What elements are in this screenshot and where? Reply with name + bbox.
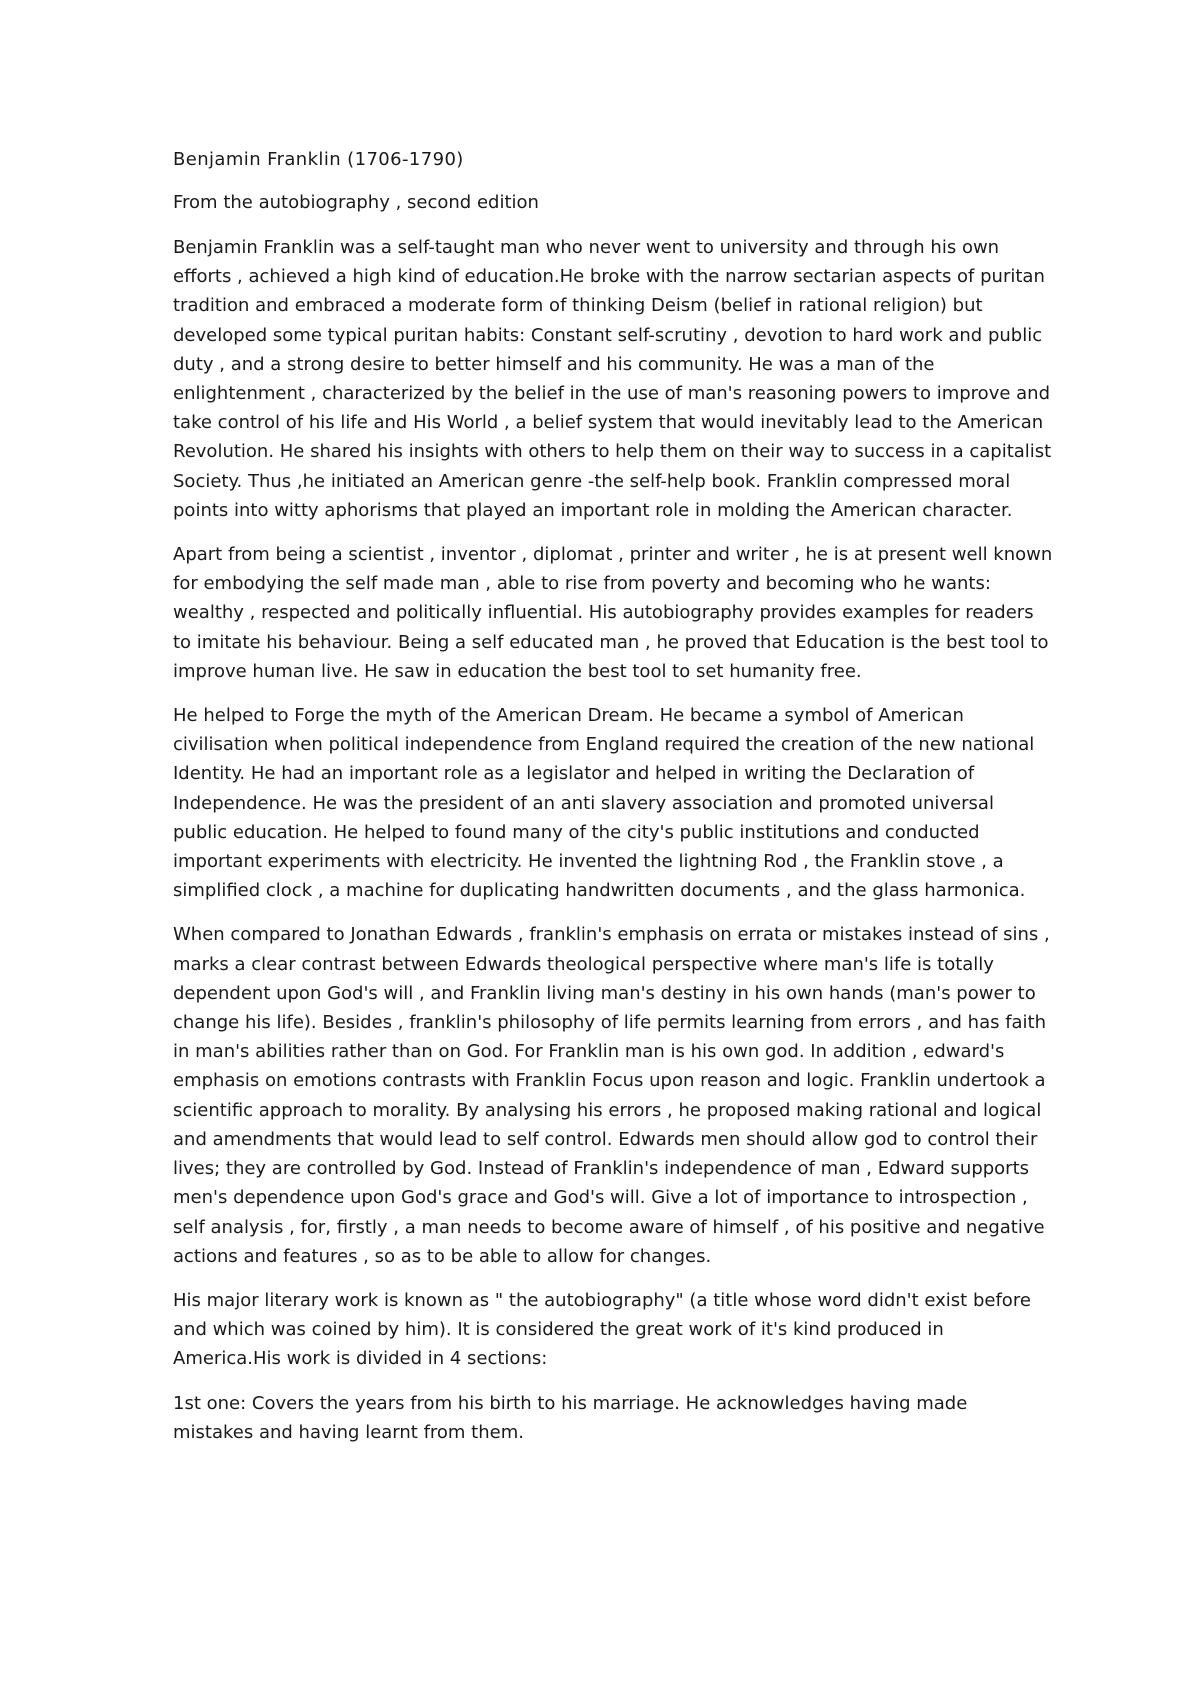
paragraph-intro: Benjamin Franklin was a self-taught man who never went to university and through his own efforts , achieved a high kind of education.He broke with the narrow sectarian aspects of puritan tradition and embraced a moderate form of thinking Deism (belief in rational religion) but developed some typical puritan habits: Constant self-scrutiny , devotion to hard work and public duty , and a strong desire to better himself and his community. He was a man of the enlightenment , characterized by the belief in the use of man's reasoning powers to improve and take control of his life and His World , a belief system that would inevitably lead to the American Revolution. He shared his insights with others to help them on their way to success in a capitalist Society. Thus ,he initiated an American genre -the self-help book. Franklin compressed moral points into witty aphorisms that played an important role in molding the American character.: [173, 237, 1052, 521]
paragraph-edwards-comparison: When compared to Jonathan Edwards , franklin's emphasis on errata or mistakes instead of sins , marks a clear contrast between Edwards theological perspective where man's life is totally dependent upon God's will , and Franklin living man's destiny in his own hands (man's power to change his life). Besides , franklin's philosophy of life permits learning from errors , and has faith in man's abilities rather than on God. For Franklin man is his own god. In addition , edward's emphasis on emotions contrasts with Franklin Focus upon reason and logic. Franklin undertook a scientific approach to morality. By analysing his errors , he proposed making rational and logical and amendments that would lead to self control. Edwards men should allow god to control their lives; they are controlled by God. Instead of Franklin's independence of man , Edward supports men's dependence upon God's grace and God's will. Give a lot of importance to introspection , self analysis , for, firstly , a man needs to become aware of himself , of his positive and negative actions and features , so as to be able to allow for changes.: [173, 924, 1050, 1267]
paragraph-autobiography: His major literary work is known as " the autobiography" (a title whose word didn't exist before and which was coined by him). It is considered the great work of it's kind produced in America.His work is divided in 4 sections:: [173, 1289, 1031, 1370]
document-title: Benjamin Franklin (1706-1790): [173, 149, 464, 170]
paragraph-self-made-man: Apart from being a scientist , inventor , diplomat , printer and writer , he is at present well known for embodying the self made man , able to rise from poverty and becoming who he wants: wealthy , respected and politically influential. His autobiography provides examples for readers to imitate his behaviour. Being a self educated man , he proved that Education is the best tool to improve human live. He saw in education the best tool to set humanity free.: [173, 544, 1053, 682]
paragraph-first-section: 1st one: Covers the years from his birth to his marriage. He acknowledges having made mistakes and having learnt from them.: [173, 1392, 968, 1443]
paragraph-american-dream: He helped to Forge the myth of the American Dream. He became a symbol of American civilisation when political independence from England required the creation of the new national Identity. He had an important role as a legislator and helped in writing the Declaration of Independence. He was the president of an anti slavery association and promoted universal public education. He helped to found many of the city's public institutions and conducted important experiments with electricity. He invented the lightning Rod , the Franklin stove , a simplified clock , a machine for duplicating handwritten documents , and the glass harmonica.: [173, 705, 1035, 902]
document-subtitle: From the autobiography , second edition: [173, 192, 539, 213]
document-page: [173, 146, 1053, 1462]
